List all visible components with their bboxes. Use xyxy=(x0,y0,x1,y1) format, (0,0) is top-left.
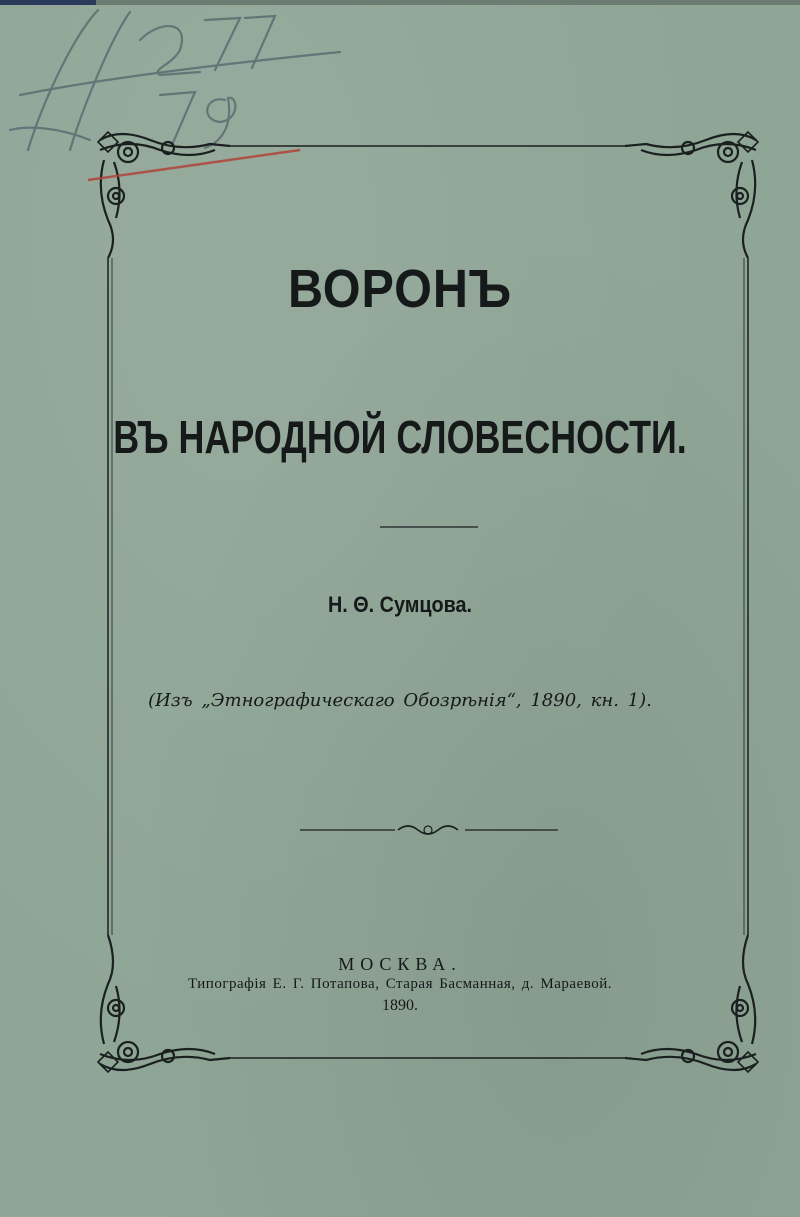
author-name: Н. Θ. Сумцова. xyxy=(327,592,473,617)
book-title: ВОРОНЪ xyxy=(287,259,513,319)
corner-ornament-top-left xyxy=(98,132,230,258)
decorative-divider xyxy=(300,826,558,834)
source-note: (Изъ „Этнографическаго Обозрѣнія“, 1890, кн. 1). xyxy=(148,690,652,711)
printer-line: Типографія Е. Г. Потапова, Старая Басманная, д. Мараевой. xyxy=(187,976,613,992)
book-subtitle: ВЪ НАРОДНОЙ СЛОВЕСНОСТИ. xyxy=(113,411,687,463)
corner-ornament-top-right xyxy=(625,132,758,258)
publication-city: МОСКВА. xyxy=(338,954,462,974)
publication-year: 1890. xyxy=(382,997,418,1014)
